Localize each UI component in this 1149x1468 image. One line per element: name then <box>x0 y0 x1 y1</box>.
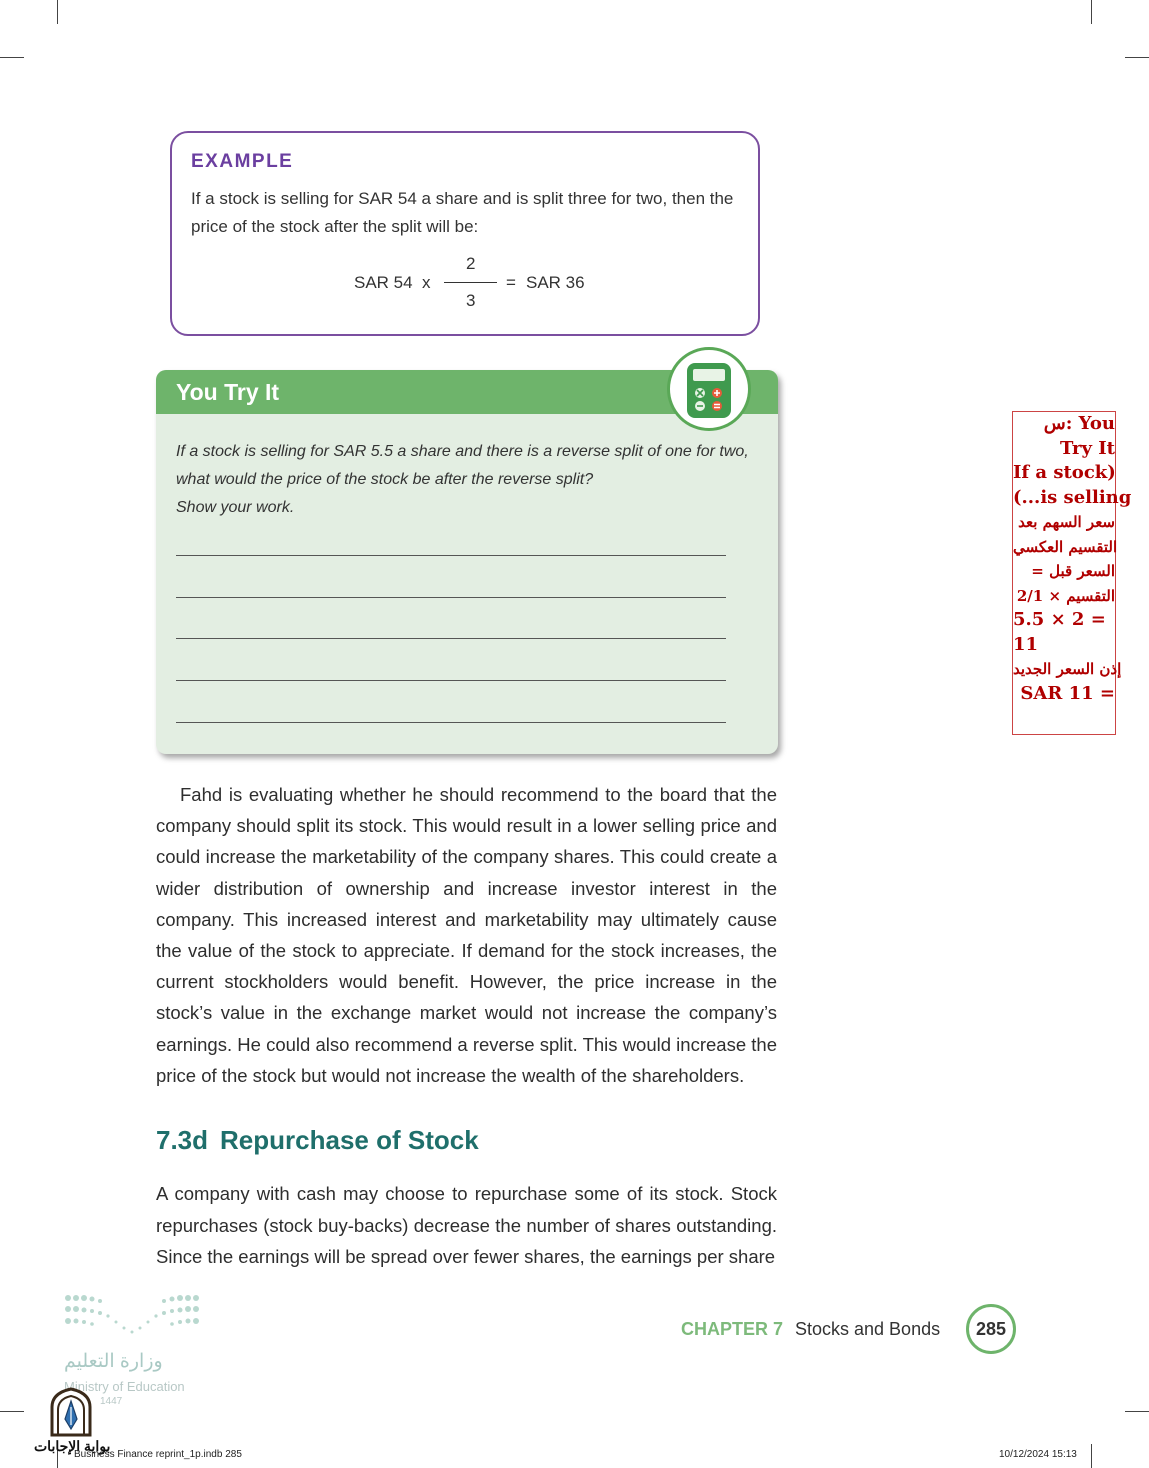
formula-numerator: 2 <box>466 254 476 273</box>
side-answer-line: إذن السعر الجديد <box>1013 660 1122 678</box>
side-answer-line: س: You <box>1043 413 1115 434</box>
crop-mark <box>57 0 58 24</box>
try-it-title: You Try It <box>176 379 280 405</box>
example-box <box>170 131 760 336</box>
formula-equals: = <box>506 273 516 292</box>
try-it-instruction: Show your work. <box>176 499 295 516</box>
crop-mark <box>1125 57 1149 58</box>
side-answer-line: 11 <box>1013 633 1039 655</box>
side-answer-line: If a stock) <box>1013 462 1116 483</box>
ministry-english-name: Ministry of Education <box>64 1379 185 1394</box>
example-title: EXAMPLE <box>191 151 294 172</box>
side-answer-line: = السعر قبل <box>1031 562 1115 580</box>
try-it-question-text: If a stock is selling for SAR 5.5 a share and there is a reverse split of one for two, what would the price of the stock be after the reverse split? <box>176 443 749 488</box>
side-answer-line: التقسيم × 2/1 <box>1016 586 1115 605</box>
side-answer-line: (...is selling <box>1013 486 1132 508</box>
formula-result: SAR 36 <box>526 273 585 292</box>
body-paragraph-2: A company with cash may choose to repurchase some of its stock. Stock repurchases (stock buy-backs) decrease the number of shares outstanding. Since the earnings will be spread over fewer shares, the earnings per share <box>156 1183 777 1267</box>
side-answer-line: سعر السهم بعد <box>1018 513 1115 531</box>
portal-label: بوابة الإجابات <box>34 1438 111 1454</box>
print-file-info: Business Finance reprint_1p.indb 285 <box>74 1449 242 1460</box>
answer-line[interactable] <box>176 722 726 723</box>
portal-logo-icon <box>48 1385 94 1439</box>
body-paragraph: Fahd is evaluating whether he should recommend to the board that the company should split its stock. This would result in a lower selling price and could increase the marketability of the company shares. This could create a wider distribution of ownership and increase investor interest in the company. This increased interest and marketability may ultimately cause the value of the stock to appreciate. If demand for the stock increases, the current stockholders would benefit. However, the price increase in the stock’s value in the exchange market would not increase the company’s earnings. He could also recommend a reverse split. This would increase the price of the stock but would not increase the wealth of the shareholders. <box>156 784 777 1086</box>
section-number: 7.3d <box>156 1125 209 1155</box>
ministry-logo-dots <box>64 1292 200 1340</box>
crop-mark <box>1125 1411 1149 1412</box>
crop-mark <box>0 57 24 58</box>
answer-line[interactable] <box>176 597 726 598</box>
try-it-question <box>176 438 756 522</box>
calculator-icon <box>667 347 751 431</box>
formula-left: SAR 54 <box>354 273 413 292</box>
side-answer-line: 5.5 × 2 = <box>1013 609 1106 630</box>
crop-mark <box>0 1411 24 1412</box>
section-heading <box>156 1125 479 1156</box>
crop-mark <box>1091 0 1092 24</box>
side-answer-line: SAR 11 = <box>1020 682 1115 704</box>
example-text: If a stock is selling for SAR 54 a share and is split three for two, then the price of the stock after the split will be: <box>191 189 734 236</box>
page-number: 285 <box>966 1304 1016 1354</box>
formula-denominator: 3 <box>466 291 476 310</box>
ministry-year: 1447 <box>100 1396 123 1407</box>
crop-mark <box>1091 1444 1092 1468</box>
answer-line[interactable] <box>176 680 726 681</box>
side-answer-line: Try It <box>1059 437 1115 459</box>
footer-chapter: CHAPTER 7 <box>681 1319 784 1339</box>
side-answer-line: التقسيم العكسي <box>1013 537 1118 556</box>
ministry-arabic-name: وزارة التعليم <box>64 1351 163 1372</box>
formula-times: x <box>422 273 431 292</box>
section-title: Repurchase of Stock <box>220 1125 479 1155</box>
answer-line[interactable] <box>176 638 726 639</box>
answer-line[interactable] <box>176 555 726 556</box>
footer-book-title: Stocks and Bonds <box>795 1319 941 1339</box>
print-datetime: 10/12/2024 15:13 <box>999 1449 1077 1460</box>
side-answer-box <box>1012 411 1132 735</box>
fraction-bar <box>444 282 497 283</box>
